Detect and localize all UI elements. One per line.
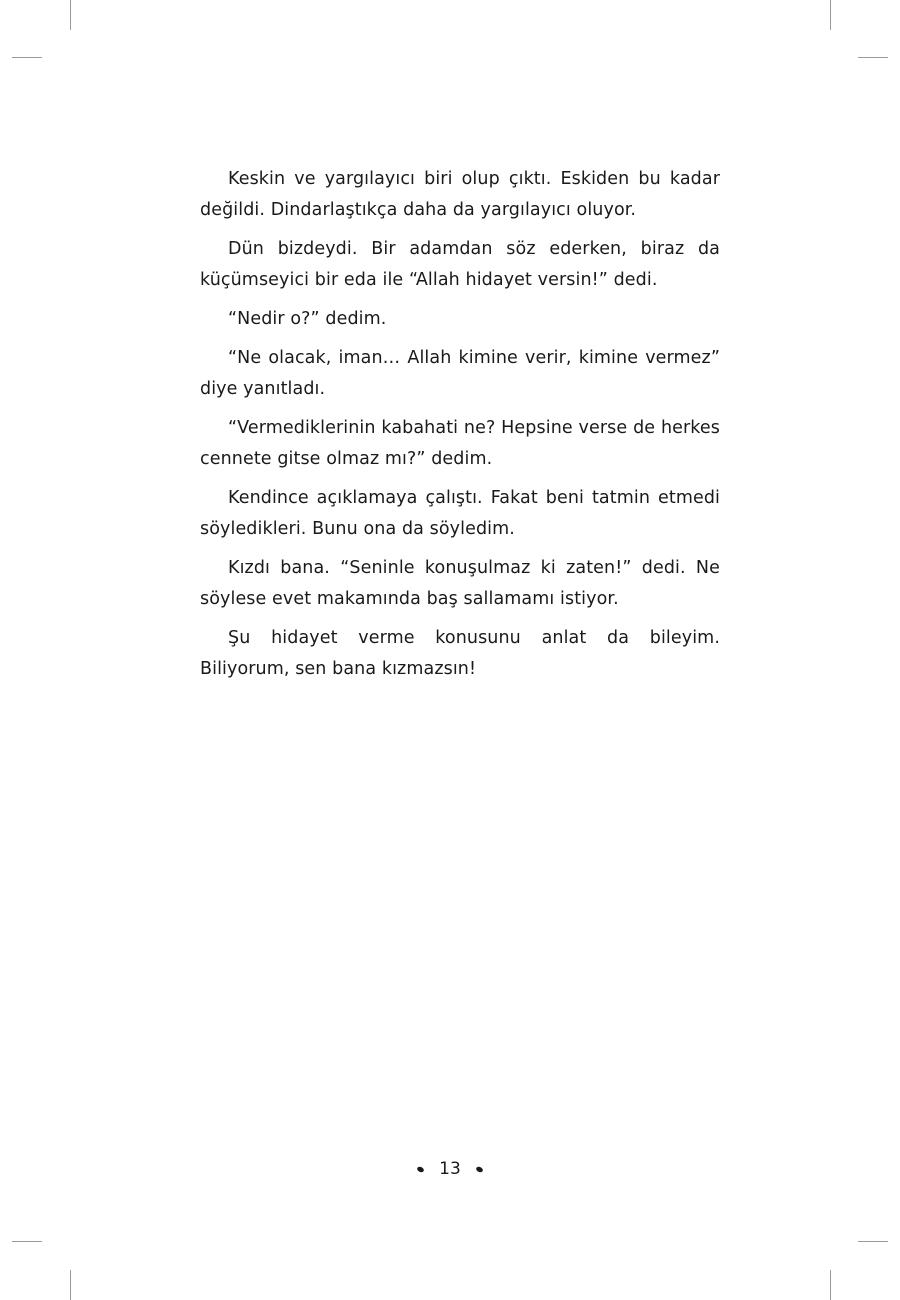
paragraph: Keskin ve yargılayıcı biri olup çıktı. Eskiden bu kadar değildi. Dindarlaştıkça daha da yargılayıcı oluyor. (200, 169, 720, 220)
ornament-dot-left (416, 1165, 424, 1172)
crop-mark-top-right-horizontal (858, 57, 888, 58)
paragraph: Şu hidayet verme konusunu anlat da bileyim. Biliyorum, sen bana kızmazsın! (200, 628, 720, 679)
crop-mark-bottom-left-horizontal (12, 1241, 42, 1242)
body-text (200, 164, 720, 693)
crop-mark-bottom-right-vertical (830, 1270, 831, 1300)
page-footer (0, 1159, 900, 1179)
paragraph: “Ne olacak, iman… Allah kimine verir, kimine vermez” diye yanıtladı. (200, 348, 720, 399)
paragraph: “Nedir o?” dedim. (228, 309, 387, 329)
crop-mark-top-left-vertical (70, 0, 71, 30)
page-number: 13 (439, 1159, 461, 1179)
paragraph: Dün bizdeydi. Bir adamdan söz ederken, biraz da küçümseyici bir eda ile “Allah hidayet versin!” dedi. (200, 239, 720, 290)
crop-mark-bottom-right-horizontal (858, 1241, 888, 1242)
crop-mark-top-right-vertical (830, 0, 831, 30)
crop-mark-bottom-left-vertical (70, 1270, 71, 1300)
crop-mark-top-left-horizontal (12, 57, 42, 58)
paragraph: Kendince açıklamaya çalıştı. Fakat beni tatmin etmedi söyledikleri. Bunu ona da söyledim. (200, 488, 720, 539)
paragraph: “Vermediklerinin kabahati ne? Hepsine verse de herkes cennete gitse olmaz mı?” dedim. (200, 418, 720, 469)
paragraph: Kızdı bana. “Seninle konuşulmaz ki zaten!” dedi. Ne söylese evet makamında baş sallamamı istiyor. (200, 558, 720, 609)
ornament-dot-right (475, 1165, 483, 1172)
